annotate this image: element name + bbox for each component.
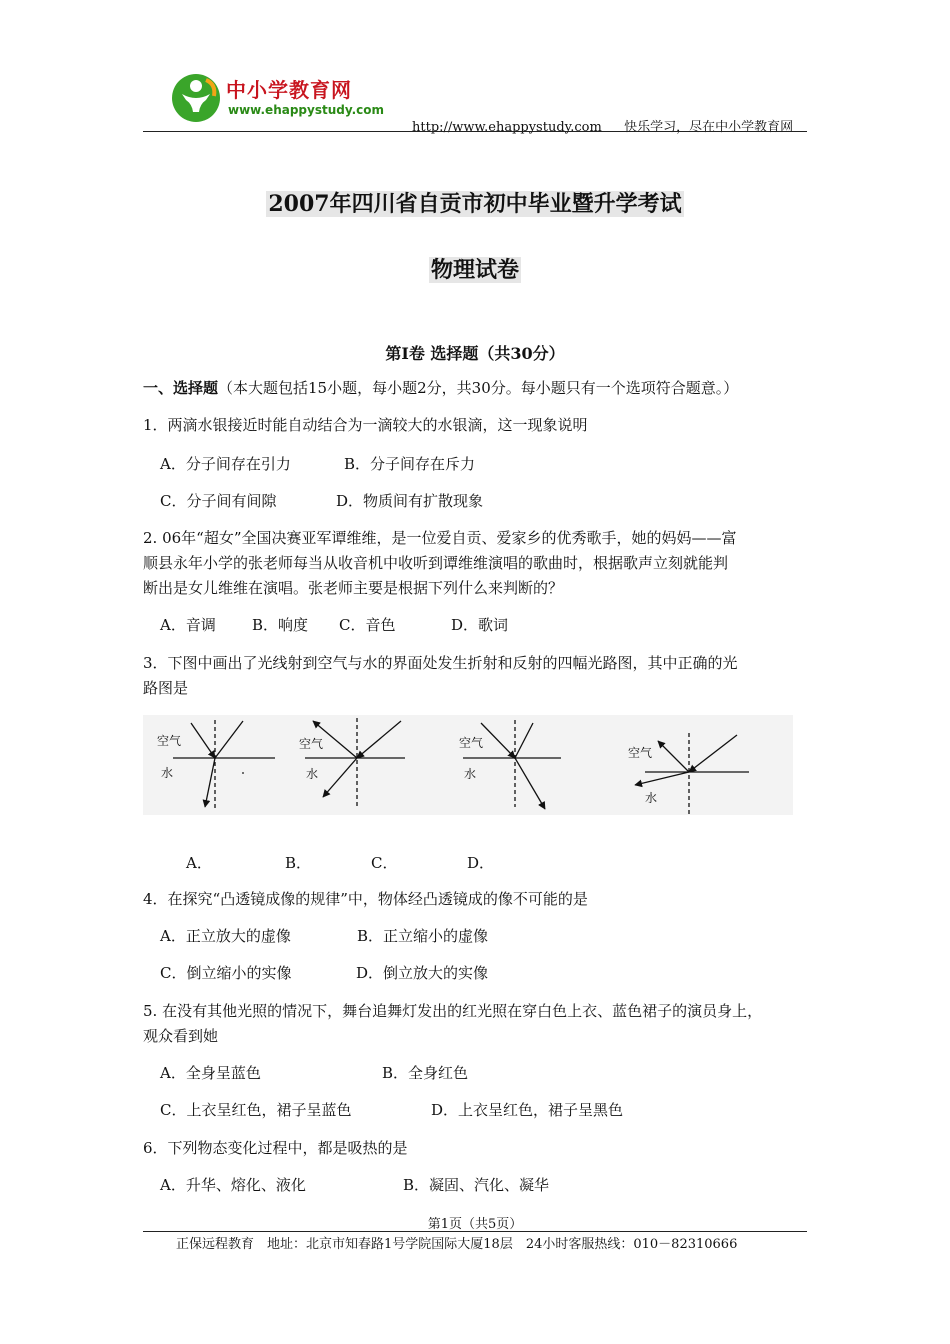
diagram-d-water-label: 水 (645, 791, 658, 805)
q4-option-a: A．正立放大的虚像 (160, 927, 291, 945)
q5-stem-line1: 5. 在没有其他光照的情况下，舞台追舞灯发出的红光照在穿白色上衣、蓝色裙子的演员身上， (143, 1002, 763, 1020)
q1-stem: 1．两滴水银接近时能自动结合为一滴较大的水银滴，这一现象说明 (143, 416, 588, 434)
diagram-b-air-label: 空气 (299, 737, 324, 751)
q3-stem-line1: 3．下图中画出了光线射到空气与水的界面处发生折射和反射的四幅光路图，其中正确的光 (143, 654, 738, 672)
page-number: 第1页（共5页） (427, 1217, 523, 1232)
exam-subtitle: 物理试卷 (430, 257, 519, 283)
q1-option-a: A．分子间存在引力 (160, 455, 291, 473)
q2-stem-line3: 断出是女儿维维在演唱。张老师主要是根据下列什么来判断的？ (143, 579, 564, 597)
logo-title: 中小学教育网 (226, 78, 352, 102)
footer-address: 正保远程教育 地址：北京市知春路1号学院国际大厦18层 24小时客服热线：010－82310666 (176, 1237, 738, 1252)
diagram-a-water-label: 水 (161, 766, 174, 780)
site-logo (170, 72, 385, 128)
header-info (412, 116, 793, 135)
q6-option-a: A．升华、熔化、液化 (160, 1176, 306, 1194)
section-heading: 第Ⅰ卷 选择题（共30分） (385, 344, 565, 363)
q1-option-b: B．分子间存在斥力 (344, 455, 476, 473)
q5-option-a: A．全身呈蓝色 (160, 1064, 261, 1082)
diagram-c-water-label: 水 (464, 767, 477, 781)
diagram-c-air-label: 空气 (459, 736, 484, 750)
diagram-c (463, 720, 561, 809)
q5-option-d: D．上衣呈红色，裙子呈黑色 (431, 1101, 624, 1119)
q3-option-c: C． (371, 854, 398, 872)
q2-option-a: A．音调 (160, 616, 216, 634)
logo-person-icon (170, 72, 222, 124)
q6-option-b: B．凝固、汽化、凝华 (403, 1176, 550, 1194)
diagram-a-air-label: 空气 (157, 734, 182, 748)
footer-divider (143, 1231, 807, 1232)
q5-option-b: B．全身红色 (382, 1064, 469, 1082)
diagram-a (173, 720, 275, 810)
light-path-figure (143, 715, 793, 815)
q2-option-c: C．音色 (339, 616, 396, 634)
q5-stem-line2: 观众看到她 (143, 1027, 219, 1045)
q5-option-c: C．上衣呈红色，裙子呈蓝色 (160, 1101, 352, 1119)
q3-option-b: B． (285, 854, 312, 872)
diagram-b-water-label: 水 (306, 767, 319, 781)
q2-option-b: B．响度 (252, 616, 309, 634)
q2-option-d: D．歌词 (451, 616, 509, 634)
logo-url: www.ehappystudy.com (228, 103, 384, 117)
diagram-b (305, 718, 405, 807)
light-path-diagrams (143, 715, 793, 815)
section-intro-label: 一、选择题 (143, 379, 219, 397)
q4-stem: 4．在探究“凸透镜成像的规律”中，物体经凸透镜成的像不可能的是 (143, 890, 588, 908)
q2-stem-line1: 2. 06年“超女”全国决赛亚军谭维维，是一位爱自贡、爱家乡的优秀歌手，她的妈妈——富 (143, 529, 737, 547)
diagram-d-air-label: 空气 (628, 746, 653, 760)
section-intro-text: （本大题包括15小题，每小题2分，共30分。每小题只有一个选项符合题意。） (218, 379, 739, 397)
section-intro (143, 376, 813, 401)
site-slogan: 快乐学习，尽在中小学教育网 (624, 120, 794, 135)
site-url-link[interactable]: http://www.ehappystudy.com (412, 120, 602, 135)
q4-option-b: B．正立缩小的虚像 (357, 927, 489, 945)
exam-title: 2007年四川省自贡市初中毕业暨升学考试 (268, 191, 682, 217)
q3-option-d: D． (467, 854, 495, 872)
q2-stem-line2: 顺县永年小学的张老师每当从收音机中收听到谭维维演唱的歌曲时，根据歌声立刻就能判 (143, 554, 729, 572)
q4-option-d: D．倒立放大的实像 (356, 964, 489, 982)
q6-stem: 6．下列物态变化过程中，都是吸热的是 (143, 1139, 408, 1157)
q3-option-a: A． (186, 854, 212, 872)
q1-option-d: D．物质间有扩散现象 (336, 492, 484, 510)
q3-stem-line2: 路图是 (143, 679, 189, 697)
q4-option-c: C．倒立缩小的实像 (160, 964, 292, 982)
header-divider (143, 131, 807, 132)
q1-option-c: C．分子间有间隙 (160, 492, 277, 510)
